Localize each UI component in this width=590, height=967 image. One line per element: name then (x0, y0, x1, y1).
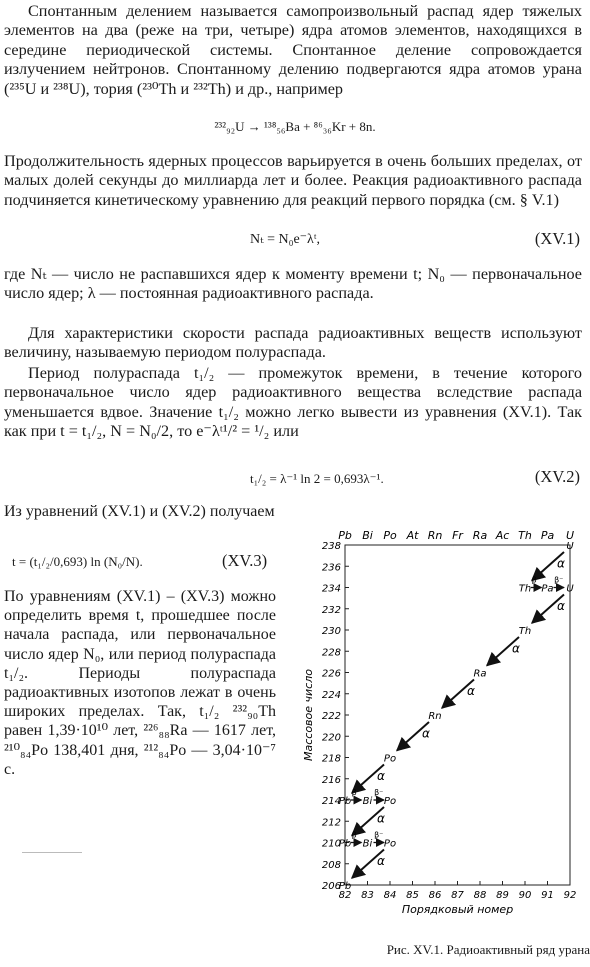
paragraph-usage: По уравнениям (XV.1) – (XV.3) можно определить время t, прошедшее после начала распада, или первоначальное число ядер N₀, или период полураспада t₁/₂. Периоды полураспада радиоактивных изотопов лежат в очень широких пределах. Так, t₁/₂ ²³²₉₀Th равен 1,39·10¹⁰ лет, ²²⁶₈₈Ra — 1617 лет, ²¹⁰₈₄Po 138,401 дня, ²¹²₈₄Po — 3,04·10⁻⁷ с. (4, 588, 276, 778)
node-po-214: Po (383, 796, 397, 807)
alpha-label: α (467, 683, 475, 698)
node-po-218: Po (383, 753, 397, 765)
element-label-pa: Pa (540, 529, 555, 542)
x-tick-label: 83 (361, 890, 374, 901)
paragraph-combine: Из уравнений (XV.1) и (XV.2) получаем (4, 503, 275, 520)
alpha-label: α (377, 811, 385, 826)
equation-xv2-number: (XV.2) (534, 467, 580, 486)
node-u-234: U (566, 583, 574, 595)
beta-label: β⁻ (531, 575, 541, 585)
y-tick-label: 220 (321, 732, 341, 744)
alpha-label: α (512, 641, 520, 656)
node-ra-226: Ra (473, 668, 487, 680)
y-tick-label: 216 (321, 774, 341, 786)
alpha-label: α (557, 598, 565, 613)
alpha-label: α (557, 556, 565, 571)
y-tick-label: 210 (321, 838, 341, 850)
element-label-rn: Rn (427, 529, 443, 542)
node-th-234: Th (518, 583, 532, 595)
x-tick-label: 88 (473, 890, 487, 901)
element-label-th: Th (518, 529, 532, 542)
beta-label: β⁻ (374, 830, 384, 840)
alpha-label: α (377, 853, 385, 868)
equation-xv1: Nₜ = N₀e⁻λᵗ, (250, 232, 321, 247)
y-tick-label: 222 (321, 711, 341, 722)
y-tick-label: 238 (321, 541, 341, 552)
uranium-series-figure (300, 520, 585, 925)
equation-xv3-number: (XV.3) (222, 551, 268, 570)
element-label-pb: Pb (338, 529, 352, 542)
y-tick-label: 234 (321, 583, 341, 595)
beta-label: β⁻ (554, 575, 564, 585)
y-tick-label: 208 (321, 859, 341, 871)
node-pb-210: Pb (338, 838, 352, 850)
x-tick-label: 90 (518, 890, 532, 901)
alpha-label: α (422, 726, 430, 741)
x-tick-label: 82 (338, 890, 352, 901)
x-tick-label: 87 (451, 890, 464, 901)
x-tick-label: 92 (563, 890, 577, 901)
element-label-u: U (565, 529, 575, 542)
node-pa-234: Pa (541, 583, 554, 595)
y-tick-label: 212 (321, 817, 341, 829)
paragraph-spontaneous-fission: Спонтанным делением называется самопроизвольный распад ядер тяжелых элементов на два (реже на три, четыре) ядра атомов элементов, находящихся в середине периодической системы. Спонтанное деление сопровождается излучением нейтронов. Спонтанному делению подвергаются ядра атомов урана (²³⁵U и ²³⁸U), тория (²³⁰Th и ²³²Th) и др., например (4, 2, 582, 98)
paragraph-definitions: где Nₜ — число не распавшихся ядер к моменту времени t; N₀ — первоначальное число ядер; λ — постоянная радиоактивного распада. (4, 265, 582, 303)
y-tick-label: 214 (321, 796, 341, 807)
element-label-po: Po (383, 529, 397, 542)
y-tick-label: 206 (321, 881, 341, 892)
beta-label: β⁻ (351, 788, 361, 797)
element-label-fr: Fr (452, 529, 463, 542)
paragraph-half-life-definition: Период полураспада t₁/₂ — промежуток времени, в течение которого первоначальное число ядер радиоактивного вещества вследствие распада уменьшается вдвое. Значение t₁/₂ можно легко вывести из уравнения (XV.1). Так как при t = t₁/₂, N = N₀/2, то e⁻λᵗ¹/² = ¹/₂ или (4, 364, 582, 441)
paragraph-duration: Продолжительность ядерных процессов варьируется в очень больших пределах, от малых долей секунды до миллиарда лет и более. Реакция радиоактивного распада подчиняется кинетическому уравнению для реакций первого порядка (см. § V.1) (4, 152, 582, 209)
node-po-210: Po (383, 838, 397, 850)
y-tick-label: 218 (321, 753, 341, 765)
element-label-ra: Ra (472, 529, 488, 542)
x-tick-label: 86 (428, 890, 442, 901)
equation-xv2: t₁/₂ = λ⁻¹ ln 2 = 0,693λ⁻¹. (250, 471, 384, 486)
node-u-238: U (566, 541, 574, 552)
node-rn-222: Rn (428, 711, 442, 722)
y-tick-label: 232 (321, 604, 341, 616)
figure-caption: Рис. XV.1. Радиоактивный ряд урана (386, 942, 590, 957)
y-tick-label: 226 (321, 668, 341, 680)
x-tick-label: 91 (541, 890, 554, 901)
x-tick-label: 89 (496, 890, 509, 901)
element-label-bi: Bi (362, 529, 373, 542)
alpha-label: α (377, 768, 385, 783)
equation-fission: ²³²₉₂U → ¹³⁸₅₆Ba + ⁸⁶₃₆Kr + 8n. (214, 119, 376, 134)
y-tick-label: 236 (321, 562, 341, 574)
node-bi-214: Bi (362, 796, 373, 807)
beta-label: β⁻ (374, 788, 384, 797)
x-tick-label: 84 (383, 890, 397, 901)
y-axis-label: Массовое число (302, 669, 315, 761)
x-axis-label: Порядковый номер (401, 903, 514, 916)
node-th-230: Th (518, 626, 532, 637)
y-tick-label: 224 (321, 689, 341, 701)
element-label-ac: Ac (495, 529, 510, 542)
node-pb-214: Pb (338, 796, 352, 807)
paragraph-half-life-intro: Для характеристики скорости распада радиоактивных веществ используют величину, называемую периодом полураспада. (4, 324, 582, 362)
y-tick-label: 230 (321, 626, 341, 637)
y-tick-label: 228 (321, 647, 341, 659)
node-bi-210: Bi (362, 838, 373, 850)
decorative-rule (22, 852, 82, 853)
node-pb-206: Pb (338, 881, 352, 892)
equation-xv3: t = (t₁/₂/0,693) ln (N₀/N). (12, 554, 143, 569)
x-tick-label: 85 (406, 890, 419, 901)
equation-xv1-number: (XV.1) (534, 229, 580, 248)
beta-label: β⁻ (351, 830, 361, 840)
element-label-at: At (406, 529, 419, 542)
